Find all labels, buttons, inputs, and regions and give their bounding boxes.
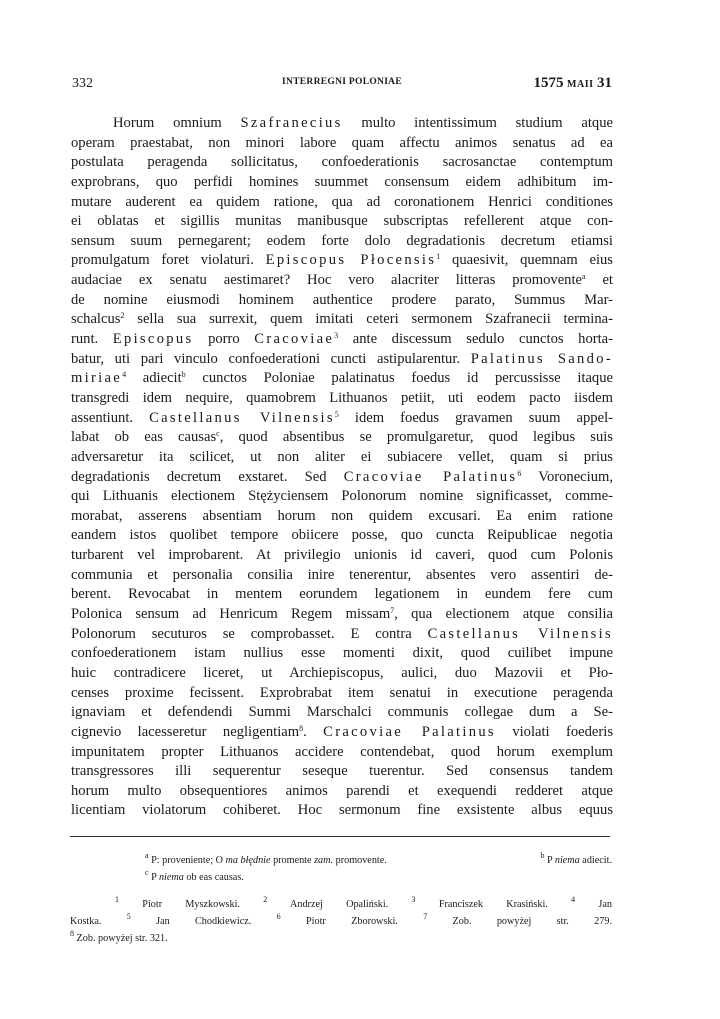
footnote-marker: b [540,851,545,860]
text-line [71,153,613,173]
text-line [71,114,613,134]
text-run: confoederationem istam nullius esse momenti dixit, quod cuilibet impune [71,645,613,662]
footnote-marker: 6 [517,468,522,478]
spaced-name: Episcopus Płocensis [265,252,437,269]
text-run [388,899,411,910]
text-run: Franciszek Krasiński. [415,899,548,910]
text-run: P [148,872,159,883]
footnote-marker: 5 [334,409,339,419]
text-run: licentiam violatorum cohiberet. Hoc sermonum fine exsistente albus equus [71,802,613,819]
text-run: huic contradicere liceret, ut Archiepiscopus, aulici, duo Mazovii et Pło- [71,664,613,681]
text-line [71,193,613,213]
text-run: degradationis decretum exstaret. Sed [71,468,344,485]
text-line [71,566,613,586]
text-run: Jan Chodkiewicz. [130,916,252,927]
footnote-marker: 1 [436,252,441,262]
text-run: de nomine eiusmodi hominem authentice prodere parato, Summus Mar- [71,291,613,308]
text-run [251,916,276,927]
footnote-marker: b [181,370,186,380]
footnote-marker: 6 [276,912,281,921]
text-line [71,350,613,370]
text-run [240,899,263,910]
text-run [398,916,423,927]
text-line [71,684,613,704]
footnote-marker: 2 [120,311,125,321]
page-number: 332 [72,76,93,91]
text-run: ignaviam et defendendi Summi Marschalci communis collegae dum a Se- [71,704,613,721]
running-title: INTERREGNI POLONIAE [282,77,402,87]
date-heading [534,75,612,92]
text-line [71,546,613,566]
text-run: labat ob eas causas [71,429,217,446]
text-run: audaciae ex senatu aestimaret? Hoc vero alacriter litteras promovente [71,272,583,289]
spaced-name: Castellanus Vilnensis [427,625,613,642]
footnote-marker: 4 [122,370,127,380]
text-line [71,801,613,821]
text-run: promulgatum foret violaturi. [71,252,266,269]
text-line [71,644,613,664]
text-run: et [585,272,613,289]
spaced-name: miriae [71,370,123,387]
footnote-marker: 8 [299,723,304,733]
text-line [71,782,613,802]
text-line [71,664,613,684]
text-run: promente [270,855,315,866]
text-line [71,251,613,271]
text-line [71,605,613,625]
person-note-line [70,896,612,913]
text-run: exprobrans, quo perfidi homines suummet consensum eidem adhibitum im- [71,173,613,190]
text-run: Horum omnium [113,115,241,131]
text-line [71,271,613,291]
text-line [71,585,613,605]
text-run: batur, uti pari vinculo confoederationi cuncti astipularentur. [71,350,471,367]
date-day: 31 [597,75,612,91]
variant-note-line [70,852,612,869]
text-line [71,310,613,330]
text-run: operam praestabat, non minori labore quam affectu animos senatus ad ea [71,134,613,151]
text-run: P [544,855,555,866]
text-line [71,389,613,409]
footnote-marker: 7 [423,912,428,921]
text-run: censes proxime fecissent. Exprobrabat item senatui in executione peragenda [71,684,613,701]
text-run [101,916,126,927]
spaced-name: Castellanus Vilnensis [149,409,335,426]
text-run: Zob. powyżej str. 321. [74,933,168,944]
text-run: morabat, asserens absentiam horum non quidem excusari. Ea enim ratione [71,507,613,524]
text-run: Voronecium, [521,468,613,485]
text-run: cunctos Poloniae palatinatus foedus id percussisse itaque [185,370,613,387]
text-run: Polonica sensum ad Henricum Regem missam [71,606,391,623]
italic-text: ma błędnie [225,855,271,866]
text-run: promovente. [333,855,387,866]
text-run: communia et personalia consilia inire tenerentur, absentes vero assentiri de- [71,566,613,583]
text-run: adiecit. [579,855,612,866]
text-run: qui Lithuanis electionem Stężyciensem Polonorum nomine significasset, comme- [71,488,613,505]
text-run: Jan [575,899,612,910]
text-line [71,369,613,389]
footnote-marker: c [145,868,149,877]
footnote-marker: 4 [571,895,576,904]
text-run: Kostka. [70,916,102,927]
text-line [71,743,613,763]
text-run: Zob. powyżej str. 279. [427,916,613,927]
italic-text: zam. [314,855,334,866]
text-run: ob eas causas. [183,872,244,883]
text-run: , quod absentibus se promulgaretur, quod legibus suis [219,429,613,446]
text-line [71,526,613,546]
spaced-name: Episcopus [112,331,194,348]
text-run: ante discessum sedulo cunctos horta- [338,331,613,348]
footnote-marker: 8 [70,929,74,938]
footnotes [70,852,612,947]
text-line [71,487,613,507]
text-line [71,468,613,488]
text-line [71,291,613,311]
text-run: P: proveniente; O [148,855,226,866]
text-line [71,448,613,468]
text-line [71,212,613,232]
spaced-name: Cracoviae Palatinus [343,468,518,485]
date-year: 1575 [533,75,564,91]
text-line [71,134,613,154]
text-run: berent. Revocabat in mentem eorundem legationem in eundem fere cum [71,586,613,603]
text-run: cignevio lacesseretur negligentiam [71,723,300,740]
text-run: quaesivit, quemnam eius [440,252,613,269]
footnote-marker: c [216,429,220,439]
text-run: porro [193,331,255,348]
variant-note-c [145,868,244,883]
text-line [71,625,613,645]
text-line [71,409,613,429]
running-header [72,76,612,96]
text-run: assentiunt. [71,409,150,426]
spaced-name: Palatinus Sando- [470,350,613,367]
text-run: violati foederis [495,723,613,740]
text-run: transgressores illi sequerentur seseque tuerentur. Sed consensus tandem [71,763,613,780]
variant-note-a [145,851,387,866]
spaced-name: Cracoviae Palatinus [323,723,496,740]
text-run: Piotr Myszkowski. [119,899,240,910]
spaced-name: Szafranecius [240,115,343,131]
text-run: Piotr Zborowski. [280,916,398,927]
text-run: Andrzej Opaliński. [267,899,389,910]
text-run: idem foedus gravamen suum appel- [338,409,613,426]
text-run: multo intentissimum studium atque [342,115,613,131]
text-line [71,428,613,448]
spaced-name: Cracoviae [254,331,335,348]
text-line [71,232,613,252]
footnote-marker: 2 [263,895,268,904]
text-line [71,507,613,527]
text-run: turbarent vel improbarent. At privilegio unionis id caveri, quod cum Polonis [71,547,613,564]
person-notes [70,896,612,947]
text-run: adiecit [126,370,182,387]
footnote-marker: a [145,851,149,860]
text-run [548,899,571,910]
italic-text: niema [554,855,580,866]
person-note-line [70,913,612,930]
variant-note-b [540,852,612,869]
text-line [71,723,613,743]
text-line [71,330,613,350]
text-run: impunitatem propter Lithuanos accidere contendebat, quod horum exemplum [71,743,613,760]
text-run: horum multo obsequentiores animos parendi et exequendi redderet atque [71,782,613,799]
variant-note-line [70,869,612,886]
text-line [71,762,613,782]
text-run: adversaretur ita scilicet, ut non aliter ei subiacere vellet, quam si prius [71,448,613,465]
footnote-marker: 5 [126,912,131,921]
text-run: , qua electionem atque consilia [394,606,613,623]
text-run: runt. [71,331,113,348]
footnote-marker: a [582,272,586,282]
text-run: transgredi idem nequire, quamobrem Lithuanos petiit, uti eodem pacto iisdem [71,389,613,406]
text-run: mutare auderent ea quidem ratione, qua ad coronationem Henrici conditiones [71,193,613,210]
main-text [71,114,613,821]
italic-text: niema [158,872,184,883]
footnote-marker: 3 [334,331,339,341]
date-month: MAII [567,79,594,90]
footnote-marker: 1 [115,895,119,904]
footnote-marker: 3 [411,895,416,904]
text-run: schalcus [71,311,121,328]
text-line [71,173,613,193]
text-run: Polonorum secuturos se comprobasset. E contra [71,625,428,642]
footnote-marker: 7 [390,606,395,616]
text-line [71,703,613,723]
person-note-line [70,930,612,947]
text-run: postulata peragenda sollicitatus, confoederationis sacrosanctae contemptum [71,154,613,171]
text-run: sensum suum pernegarent; eodem forte dolo degradationis decretum etiamsi [71,232,613,249]
text-run: . [303,723,324,740]
footnote-divider [70,836,610,837]
text-run: eandem istos quolibet tempore obiicere posse, quo cuncta Reipublicae negotia [71,527,613,544]
text-run: ei oblatas et sigillis munitas manibusque subscriptas refellerent atque con- [71,213,613,230]
text-run: sella sua surrexit, quem imitati ceteri sermonem Szafranecii termina- [124,311,613,328]
